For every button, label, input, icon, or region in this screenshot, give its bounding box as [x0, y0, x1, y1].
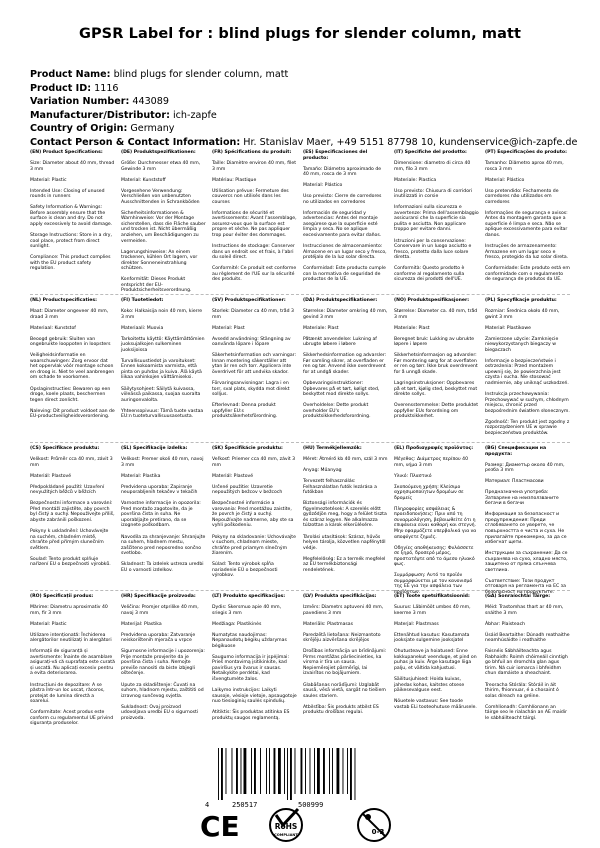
spec-line: Size: Diameter about 40 mm, thread 3 mm: [30, 161, 115, 172]
meta-value: 443089: [132, 96, 169, 108]
meta-row: [30, 122, 590, 136]
barcode-bar: [301, 748, 303, 794]
spec-line: Materiaali: Muovia: [121, 325, 164, 331]
spec-cell: [485, 446, 570, 601]
meta-label: Manufacturer/Distributor:: [30, 109, 170, 121]
spec-line: Συμμόρφωση: Αυτό το προϊόν συμμορφώνεται με τον κανονισμό της ΕΕ για την ασφάλεια των προϊόντων.: [394, 573, 473, 595]
spec-line: Velikost: Premer okoli 40 mm, navoj 3 mm: [121, 457, 204, 468]
spec-line: Sigurnosne informacije i upozorenja: Prije montaže provjerite da je površina čista i suha. Nemojte previše nanositi da biste izbjegli oštećenje.: [121, 649, 205, 677]
spec-line: Uso previsto: Chiusura di corridori inutilizzati in corsie: [394, 188, 473, 200]
spec-row-4: [30, 594, 570, 734]
spec-line: Biztonsági információk és figyelmeztetések: A szerelés előtt győződjön meg, hogy a felület tiszta és száraz legyen. Ne alkalmazza túlzottan a károk elkerülésére.: [303, 501, 387, 529]
meta-label: Contact Person & Contact Information:: [30, 136, 241, 148]
barcode-bar: [323, 748, 325, 794]
spec-line: Beregnet bruk: Lukking av ubrukte løpere i løpere: [394, 336, 475, 348]
spec-line: Dimensione: diametro di circa 40 mm, filo 3 mm: [394, 161, 471, 172]
spec-line: Faisnéis Sábháilteachta agus Rabhaidh: Roimh chóimeáil cinntigh go bhfuil an dromchla glan agus tirim. Ná cuir iomarca i bhfeidhm chun damáiste a sheachaint.: [485, 649, 568, 677]
spec-line: Turvallisuustiedot ja varoitukset: Ennen kokoamista varmista, että pinta on puhdas ja kuiva. Älä käytä liikaa vahinkojen välttämiseksi.: [121, 358, 202, 381]
spec-line: Pokyny na skladovanie: Uchovávajte v suchom, chladnom mieste, chráňte pred priamym slnečným žiarením.: [212, 534, 296, 557]
barcode-right-digits: 500999: [298, 801, 324, 809]
spec-line: Určené použitie: Uzavretie nepoužitých bežcov v bežcoch: [212, 484, 283, 496]
spec-line: Σκοπούμενη χρήση: Κλείσιμο αχρησιμοποίητων δρομέων σε δρομείς: [394, 484, 464, 501]
spec-heading: (EN) Product Specifications:: [30, 150, 103, 155]
spec-cell: [303, 446, 388, 601]
spec-line: Atitiktis: Šis produktas atitinka ES produktų saugos reglamentą.: [212, 710, 290, 721]
spec-heading: (FI) Tuotetiedot:: [121, 298, 164, 303]
spec-cell: [394, 594, 479, 734]
spec-line: Tervezett felhasználás: Felhasználatlan futók lezárása a futókban: [303, 479, 377, 496]
spec-line: Οδηγίες αποθήκευσης: Φυλάσσετε σε ξηρό, δροσερό μέρος, προστατέψτε από το άμεσο ηλιακό φως.: [394, 545, 475, 568]
meta-row: [30, 95, 590, 109]
spec-line: Saugumo informacija ir įspėjimai: Prieš montavimą įsitikinkite, kad paviršius yra švarus ir sausas. Netaikykite perdėtai, kad išvengtumėte žalos.: [212, 654, 289, 683]
spec-line: Instrucciones de almacenamiento: Almacene en un lugar seco y fresco, protéjalo de la luz solar directa.: [303, 244, 387, 261]
spec-line: Utilizare intenționată: Închiderea alergătorilor neutilizați în alergători: [30, 632, 112, 644]
spec-line: Storage Instructions: Store in a dry, cool place, protect from direct sunlight.: [30, 232, 112, 250]
spec-line: Rozmiar: Średnica około 40 mm, gwint 3 mm: [485, 309, 560, 320]
spec-line: Taille: Diamètre environ 40 mm, filet 3 mm: [212, 161, 297, 172]
barcode-bar: [310, 748, 311, 794]
barcode-bar: [290, 748, 292, 800]
not-for-children-0-3-icon: [358, 809, 390, 841]
spec-line: Materiál: Plastové: [212, 473, 254, 479]
barcode-bar: [317, 748, 320, 794]
spec-line: Glabāšanas norādījumi: Uzglabāt sausā, vēsā vietā, sargāt no tiešiem saules stariem.: [303, 682, 386, 699]
product-meta: [30, 68, 590, 150]
spec-line: Utilisation prévue: Fermeture des couvercs non utilisés dans les courses: [212, 188, 289, 205]
spec-line: Conformità: Questo prodotto è conforme al regolamento sulla sicurezza dei prodotti dell'UE.: [394, 266, 465, 283]
barcode-bar: [350, 748, 352, 800]
spec-cell: [303, 594, 388, 734]
spec-heading: (CS) Specifikace produktu:: [30, 446, 100, 451]
spec-line: Upute za skladištenje: Čuvati na suhom, hladnom mjestu, zaštititi od izravnog sunčevog svjetla.: [121, 682, 204, 699]
spec-line: Predvidena uporaba: Zapiranje neuporabljenih tekačev v tekačih: [121, 484, 198, 496]
spec-line: Informações de segurança e avisos: Antes da montagem garanta que a superfície é limpa e seca. Não se aplique excessivamente para evitar danos.: [485, 210, 568, 239]
spec-line: Material: Kunststoff: [121, 177, 166, 183]
age-range-text: 0-3: [371, 828, 385, 836]
spec-line: Úsáid Beartaithe: Dúnadh reathaithe neamhúsáidte i reathaithe: [485, 632, 570, 644]
ce-mark-text: CE: [200, 810, 240, 843]
spec-line: Suurus: Läbimõõt umbes 40 mm, keerme 3 mm: [394, 605, 471, 616]
spec-heading: (ET) Toote spetsifikatsioonid:: [394, 594, 470, 599]
spec-line: Conformidad: Este producto cumple con la normativa de seguridad de productos de la UE.: [303, 266, 386, 283]
meta-label: Product ID:: [30, 82, 92, 94]
spec-line: Säkerhetsinformation och varningar: Innan montering säkerställer att ytan är ren och torr. Applicera inte överdrivet för att undvika skador.: [212, 353, 297, 375]
spec-line: Bezpečnostní informace a varování: Před montáží zajistěte, aby povrch byl čistý a suchý. Nepoužívejte příliš, abyste zabránili poškození.: [30, 501, 115, 523]
spec-line: Instrucțiuni de depozitare: A se păstra într-un loc uscat, răcoros, protejat de lumina directă a soarelui.: [30, 682, 105, 705]
spec-line: Matériau: Plastique: [212, 177, 257, 183]
meta-label: Country of Origin:: [30, 123, 128, 135]
spec-line: Påtænkt anvendelse: Lukning af ubrugte løbere i løbere: [303, 336, 377, 348]
spec-line: Safety Information & Warnings: Before assembly ensure that the surface is clean and dry. Do not apply excessively to avoid damage.: [30, 205, 113, 227]
spec-line: Υλικό: Πλαστικό: [394, 473, 432, 479]
spec-line: Material: Plast: [212, 325, 245, 331]
separator-2: [30, 442, 570, 443]
spec-heading: (LT) Produkto specifikacijos:: [212, 594, 286, 599]
meta-row: [30, 82, 590, 96]
spec-line: Informații de siguranță și avertismente: Înainte de asamblare asigurați-vă că suprafața este curată și uscată. Nu aplicați excesiv pentru a evita deteriorarea.: [30, 649, 115, 677]
meta-row: [30, 136, 590, 150]
spec-line: Größe: Durchmesser etwa 40 mm, Gewinde 3 mm: [121, 161, 201, 172]
spec-line: Tamanho: Diâmetro aprox 40 mm, rosca 3 mm: [485, 161, 564, 172]
barcode-bar: [287, 748, 288, 800]
spec-line: Instrukcja przechowywania: Przechowywać w suchym, chłodnym miejscu, chronić przed bezpośrednim światłem słonecznym.: [485, 392, 570, 414]
spec-line: Säilitusjuhised: Hoida kuivas, jahedas kohas, kaitstes otsese päikesevalguse eest.: [394, 676, 465, 694]
spec-cell: [30, 150, 115, 299]
spec-line: Anyag: Műanyag: [303, 468, 342, 474]
spec-line: Předpokládané použití: Uzavření nevyužitých běžců v běžcích: [30, 484, 105, 496]
spec-line: Lagringsinstruksjoner: Oppbevares på et tørt, kjølig sted, beskyttet mot direkte sollys.: [394, 380, 478, 398]
spec-line: Инструкции за съхранение: Да се съхранява на сухо, хладно място, защитено от пряка слънчева светлина.: [485, 551, 568, 573]
meta-value: blind plugs for slender column, matt: [113, 69, 289, 80]
spec-line: Storlek: Diameter ca 40 mm, tråd 3 mm: [212, 309, 294, 320]
barcode-bar: [332, 748, 333, 794]
spec-line: Materiale: Plast: [303, 325, 339, 331]
spec-line: Atbilstība: Šis produkts atbilst ES produktu drošības regulai.: [303, 704, 379, 716]
spec-heading: (SV) Produktspecifikationer:: [212, 298, 286, 303]
spec-line: Efterlevnad: Denna produkt uppfyller EU:s produktsäkerhetsförordning.: [212, 403, 278, 420]
barcode-bar: [295, 748, 296, 794]
meta-value: 1116: [94, 82, 119, 94]
spec-line: Navodila za shranjevanje: Shranjujte na suhem, hladnem mestu, zaščiteno pred neposredno sončno svetlobo.: [121, 534, 206, 557]
spec-line: Zgodność: Ten produkt jest zgodny z rozporządzeniem UE w sprawie bezpieczeństwa produktów.: [485, 419, 570, 436]
spec-cell: [485, 150, 570, 299]
spec-line: Conformidade: Este produto está em conformidade com o regulamento de segurança de produtos da UE.: [485, 266, 570, 283]
spec-heading: (GA) Sonraíochtaí Táirge:: [485, 594, 551, 599]
spec-line: Säilytysohjeet: Säilytä kuivassa, viileässä paikassa, suojaa suoralta auringonvalolta.: [121, 386, 201, 403]
spec-line: Predviđena uporaba: Zatvaranje neiskorištenih mjerača u vrpce: [121, 632, 196, 644]
spec-line: Materiál: Plastové: [30, 473, 72, 479]
spec-cell: [212, 594, 297, 734]
barcode-bar: [269, 748, 270, 794]
spec-row-1: [30, 150, 570, 294]
barcode-bar: [244, 748, 247, 794]
meta-label: Product Name:: [30, 69, 111, 80]
spec-cell: [30, 594, 115, 734]
barcode-bar: [274, 748, 276, 794]
barcode-bar: [236, 748, 238, 794]
spec-cell: [121, 446, 206, 601]
meta-label: Variation Number:: [30, 96, 130, 108]
ce-mark-icon: [200, 810, 240, 843]
spec-line: Instructions de stockage: Conserver dans un endroit sec et frais, à l'abri du soleil direct.: [212, 244, 295, 261]
barcode-bar: [266, 748, 267, 794]
spec-heading: (EL) Προδιαγραφές προϊόντος:: [394, 446, 474, 451]
spec-line: Veličina: Promjer otprilike 40 mm, navoj 3 mm: [121, 605, 199, 616]
spec-line: Størrelse: Diameter ca. 40 mm, tråd 3 mm: [394, 309, 478, 320]
spec-heading: (PT) Especificações do produto:: [485, 150, 567, 155]
spec-line: Numatytas naudojimas: Nepanaudotų bėgikų uždarymas bėgikuose: [212, 632, 287, 649]
spec-line: Súlad: Tento výrobok spĺňa nariadenie EÚ o bezpečnosti výrobkov.: [212, 562, 278, 579]
spec-line: Conformité: Ce produit est conforme au règlement de l'UE sur la sécurité des produits.: [212, 266, 297, 283]
spec-line: Sukladnost: Ovaj proizvod udovoljava uredbi EU o sigurnosti proizvoda.: [121, 704, 199, 721]
spec-line: Material: Plastika: [121, 473, 161, 479]
spec-line: Materiał: Plastikowe: [485, 325, 531, 331]
meta-value: Germany: [130, 123, 175, 135]
spec-heading: (ES) Especificaciones del producto:: [303, 150, 368, 161]
barcode-bar: [305, 748, 306, 794]
spec-cell: [303, 298, 388, 442]
spec-heading: (SK) Špecifikácie produktu:: [212, 446, 283, 451]
spec-line: Material: Plastic: [30, 177, 67, 183]
spec-cell: [121, 594, 206, 734]
spec-heading: (RO) Specificații produs:: [30, 594, 94, 599]
spec-cell: [303, 150, 388, 299]
spec-line: Materjal: Plastmass: [394, 621, 439, 627]
spec-line: Maat: Diameter ongeveer 40 mm, draad 3 mm: [30, 309, 109, 320]
spec-line: Förvaringsanvisningar: Lagra i en torr, sval plats, skydda mot direkt solljus.: [212, 380, 290, 398]
spec-line: Tarkoitettu käyttö: Käyttämättömien juoksujalkojen sulkeminen juoksijoissa: [121, 336, 205, 353]
spec-line: Comhlíonadh: Comhlíonann an táirge seo le rialachán an AE maidir le sábháilteacht táirgí.: [485, 704, 567, 721]
spec-line: Koko: Halkaisija noin 40 mm, kierre 3 mm: [121, 309, 203, 320]
spec-line: Material: Plástico: [303, 183, 343, 189]
spec-line: Størrelse: Diameter omkring 40 mm, gevind 3 mm: [303, 309, 388, 320]
spec-line: Konformität: Dieses Produkt entspricht der EU-Produktsicherheitsverordnung.: [121, 277, 192, 294]
meta-value: ich-zapfe: [172, 109, 217, 121]
spec-line: Naleving: Dit product voldoet aan de EU-productveiligheidsverordening.: [30, 408, 115, 420]
barcode-bar: [278, 748, 281, 794]
spec-heading: (IT) Specifiche del prodotto:: [394, 150, 467, 155]
spec-heading: (HR) Specifikacije proizvoda:: [121, 594, 196, 599]
spec-heading: (HU) Termékjellemzők:: [303, 446, 362, 451]
spec-line: Материал: Пластмасови: [485, 479, 544, 485]
spec-heading: (DE) Produktspezifikationen:: [121, 150, 196, 155]
spec-line: Méret: Átmérő kb 40 mm, szál 3 mm: [303, 457, 388, 463]
spec-line: Overensstemmelse: Dette produktet oppfyller EUs forordning om produktsikkerhet.: [394, 403, 479, 420]
spec-line: Velikost: Průměr cca 40 mm, závit 3 mm: [30, 457, 113, 468]
spec-line: Tamaño: Diámetro aproximado de 40 mm, rosca de 3 mm: [303, 166, 382, 178]
spec-line: Compliance: This product complies with the EU product safety regulation.: [30, 255, 111, 272]
spec-cell: [30, 298, 115, 442]
barcode-bar: [343, 748, 344, 794]
spec-line: Sikkerhetsinformasjon og advarsler: Før montering sørg for at overflaten er ren og tørr. Ikke bruk overdrevent for å unngå skade.: [394, 353, 478, 375]
spec-line: Paredzētā lietošana: Neizmantoto skrējēju aizvēršana skrējējos: [303, 632, 381, 644]
spec-cell: [485, 298, 570, 442]
spec-cell: [394, 150, 479, 299]
spec-row-3: [30, 446, 570, 595]
spec-line: Информация за безопасност и предупреждения: Преди сглобяването се уверете, че повърхността е чиста и суха. Не прилагайте прекомерно, за да се избегнат щети.: [485, 512, 567, 546]
spec-line: Materijal: Plastika: [121, 621, 162, 627]
barcode-bar: [355, 748, 356, 800]
spec-row-2: [30, 298, 570, 438]
spec-line: Sikkerhedsinformation og advarsler: Før samling sikrer, at overfladen er ren og tør. Anvend ikke overdrevent for at undgå skader.: [303, 353, 387, 375]
spec-line: Opslaginstructies: Bewaren op een droge, koele plaats, beschermen tegen direct zonlicht.: [30, 386, 111, 403]
rohs-compliant-icon: [270, 809, 302, 841]
spec-line: Ettenähtud kasutus: Kasutamata jooksjate sulgemine jooksjatel: [394, 632, 470, 644]
spec-heading: (FR) Spécifications du produit:: [212, 150, 292, 155]
spec-line: Megfelelőség: Ez a termék megfelel az EU termékbiztonsági rendeletének.: [303, 556, 386, 573]
spec-line: Sicherheitsinformationen & Warnhinweise: Vor der Montage sicherstellen, dass die Fläche sauber und trocken ist. Nicht übermäßig anziehen, um Beschädigungen zu vermeiden.: [121, 210, 206, 244]
spec-heading: (DA) Produktspecifikationer:: [303, 298, 378, 303]
spec-line: Medžiaga: Plastikinės: [212, 621, 262, 627]
spec-cell: [212, 446, 297, 601]
spec-line: Pokyny k uskladnění: Uchovávejte na suchém, chladném místě, chraňte před přímým slunečním světlem.: [30, 528, 109, 551]
spec-line: Zamierzone użycie: Zamknięcie niewykorzystanych biegaczy w biegaczach: [485, 336, 559, 353]
barcode-bar: [218, 748, 219, 800]
barcode-bar: [347, 748, 348, 794]
spec-line: Nõuetele vastavus: See toode vastab ELi tooteohutuse määrusele.: [394, 699, 477, 710]
meta-row: [30, 68, 590, 82]
meta-value: Hr. Stanislav Maer, +49 5151 87798 10, kundenservice@ich-zapfe.de: [243, 136, 578, 148]
spec-cell: [394, 446, 479, 601]
spec-cell: [394, 298, 479, 442]
spec-line: Beoogd gebruik: Sluiten van ongebruikte looppoten in loopsters: [30, 336, 111, 348]
ean-barcode: [214, 748, 354, 800]
spec-line: Overholdelse: Dette produkt overholder EU's produktsikkerhedsforordning.: [303, 403, 371, 420]
spec-cell: [121, 298, 206, 442]
barcode-bar: [284, 748, 285, 794]
spec-line: Laikymo instrukcijos: Laikyti sausoje, vėsioje vietoje, apsaugotoje nuo tiesioginių saulės spindulių.: [212, 688, 297, 705]
spec-cell: [121, 150, 206, 299]
spec-line: Intended Use: Closing of unused rounds in runners: [30, 188, 105, 200]
spec-line: Mărime: Diametru aproximativ 40 mm, fir 3 mm: [30, 605, 108, 616]
spec-line: Méid: Trastomhas thart ar 40 mm, snáithe 3 mm: [485, 605, 564, 616]
spec-line: Istruzioni per la conservazione: Conservare in un luogo asciutto e fresco, protetto dalla luce solare diretta.: [394, 238, 472, 261]
spec-line: Veiligheidsinformatie en waarschuwingen: Zorg ervoor dat het oppervlak vóór montage schoon en droog is. Niet te veel aanbrengen om schade te voorkomen.: [30, 353, 115, 381]
barcode-bar: [254, 748, 256, 794]
spec-line: Tárolási utasítások: Száraz, hűvös helyen tárolja, közvetlen napfénytől védje.: [303, 534, 386, 551]
spec-line: Skladnost: Ta izdelek ustreza uredbi EU o varnosti izdelkov.: [121, 562, 204, 573]
spec-line: Soulad: Tento produkt splňuje nařízení EU o bezpečnosti výrobků.: [30, 556, 111, 568]
spec-line: Materiāls: Plastmasas: [303, 621, 354, 627]
spec-cell: [485, 594, 570, 734]
compliance-marks: [0, 803, 600, 847]
barcode-left-digits: 250517: [232, 801, 258, 809]
spec-line: Uso previsto: Cierre de corredores no utilizados en corredores: [303, 194, 382, 205]
spec-line: Instruções de armazenamento: Armazene em um lugar seco e fresco, protegido da luz solar direta.: [485, 244, 569, 261]
spec-line: Informations de sécurité et avertissements: Avant l'assemblage, assurez-vous que la surface est propre et sèche. Ne pas appliquer trop pour éviter des dommages.: [212, 210, 297, 239]
spec-line: Dydis: Skersmuo apie 40 mm, sriegis 3 mm: [212, 605, 282, 616]
spec-heading: (SL) Specifikacije izdelka:: [121, 446, 188, 451]
spec-line: Materiale: Plast: [394, 325, 430, 331]
rohs-sub-text: COMPLIANT: [274, 833, 298, 837]
barcode-bar: [221, 748, 223, 800]
spec-line: Varnostne informacije in opozorila: Pred montažo zagotovite, da je površina čista in suha. Ne uporabljajte pretirano, da se izognete poškodbam.: [121, 501, 201, 529]
spec-line: Vorgesehene Verwendung: Verschließen von unbenutzten Ausschnittenden in Schrankböden: [121, 188, 200, 205]
spec-line: Materiale: Plastica: [394, 177, 437, 183]
meta-row: [30, 109, 590, 123]
spec-heading: (LV) Produkta specifikācijas:: [303, 594, 377, 599]
spec-heading: (BG) Спецификации на продукта:: [485, 446, 547, 457]
spec-cell: [212, 150, 297, 299]
label-title: GPSR Label for : blind plugs for slender column, matt: [78, 26, 522, 42]
spec-line: Informacje o bezpieczeństwie i ostrzeżenia: Przed montażem upewnij się, że powierzchnia jest czysta i sucha. Nie stosować nadmiernie, aby uniknąć uszkodzeń.: [485, 358, 569, 387]
spec-line: Bezpečnostné informácie a varovania: Pred montážou zaistite, že povrch je čistý a suchý. Nepoužívajte nadmerne, aby ste sa vyhli poškodeniu.: [212, 501, 294, 529]
spec-line: Avsedd användning: Stängning av oanvända löpare i löpare: [212, 336, 291, 348]
barcode-lead-digit: 4: [205, 801, 210, 809]
spec-line: Informazioni sulla sicurezza e avvertenze: Prima dell'assemblaggio assicurarsi che la superficie sia pulita e asciutta. Non applicare troppo per evitare danni.: [394, 205, 479, 233]
barcode-bar: [232, 748, 233, 794]
spec-line: Material: Plástico: [485, 177, 525, 183]
spec-line: Izmērs: Diametrs aptuveni 40 mm, pavediens 3 mm: [303, 605, 384, 616]
spec-line: Съответствие: Този продукт отговаря на регламента на ЕС за безопасност на продуктите.: [485, 578, 566, 595]
spec-line: Material: Plastic: [30, 621, 67, 627]
spec-line: Lagerungshinweise: An einem trockenen, kühlen Ort lagern, vor direkter Sonneneinstrahlung schützen.: [121, 249, 198, 272]
spec-line: Información de seguridad y advertencias: Antes del montaje asegúrese que la superficie esté limpia y seca. No se aplique excesivamente para evitar daños.: [303, 210, 382, 239]
spec-cell: [30, 446, 115, 601]
barcode-bar: [329, 748, 330, 794]
barcode-bar: [241, 748, 242, 794]
barcode-bar: [260, 748, 261, 794]
spec-heading: (NO) Produktspesifikasjoner:: [394, 298, 470, 303]
spec-heading: (NL) Productspecificaties:: [30, 298, 97, 303]
barcode-bar: [251, 748, 252, 794]
spec-line: Opbevaringsinstruktioner: Opbevares på et tørt, køligt sted, beskyttet mod direkte sollys.: [303, 380, 380, 398]
barcode-bar: [337, 748, 340, 794]
spec-line: Materiaal: Kunststof: [30, 325, 76, 331]
spec-line: Предназначена употреба: Затваряне на неизползваните бегачи в бегачи: [485, 490, 559, 507]
barcode-bar: [314, 748, 315, 794]
spec-cell: [212, 298, 297, 442]
spec-line: Ábhar: Plaisteach: [485, 621, 526, 627]
spec-line: Размер: Диаметър около 40 mm, резба 3 mm: [485, 462, 565, 474]
spec-heading: (PL) Specyfikacje produktu:: [485, 298, 557, 303]
spec-line: Conformitate: Acest produs este conform cu regulamentul UE privind siguranța produselor.: [30, 710, 114, 727]
rohs-text: RoHS: [274, 822, 298, 831]
spec-line: Yhteensopivuus: Tämä tuote vastaa EU:n tuoteturvallisuusasetusta.: [121, 408, 204, 420]
spec-line: Uso pretendido: Fechamento de corredores não utilizados em corredores: [485, 188, 559, 205]
spec-line: Drošības informācija un brīdinājumi: Pirms montāžas pārliecinieties, ka virsma ir tīra un sausa. Nepiemērojiet pārmērīgi, lai izvairītos no bojājumiem.: [303, 649, 387, 677]
spec-line: Veľkosť: Priemer cca 40 mm, závit 3 mm: [212, 457, 296, 468]
spec-line: Ohutusteave ja hoiatused: Enne kokkupanekut veenduge, et pind on puhas ja kuiv. Ärge kasutage liiga palju, et vältida kahjustusi.: [394, 649, 477, 671]
spec-line: Πληροφορίες ασφάλειας & προειδοποιήσεις: Πριν από τη συναρμολόγηση, βεβαιωθείτε ότι η επιφάνεια είναι καθαρή και στεγνή. Μην εφαρμόζετε υπερβολικά για να αποφύγετε ζημιές.: [394, 506, 477, 540]
spec-line: Treoracha Stórála: Stóráil in áit thirim, fhionnuar, é a chosaint ó solas díreach na gréine.: [485, 682, 559, 699]
spec-line: Μέγεθος: Διάμετρος περίπου 40 mm, νήμα 3 mm: [394, 457, 469, 468]
barcode-bar: [226, 748, 227, 794]
